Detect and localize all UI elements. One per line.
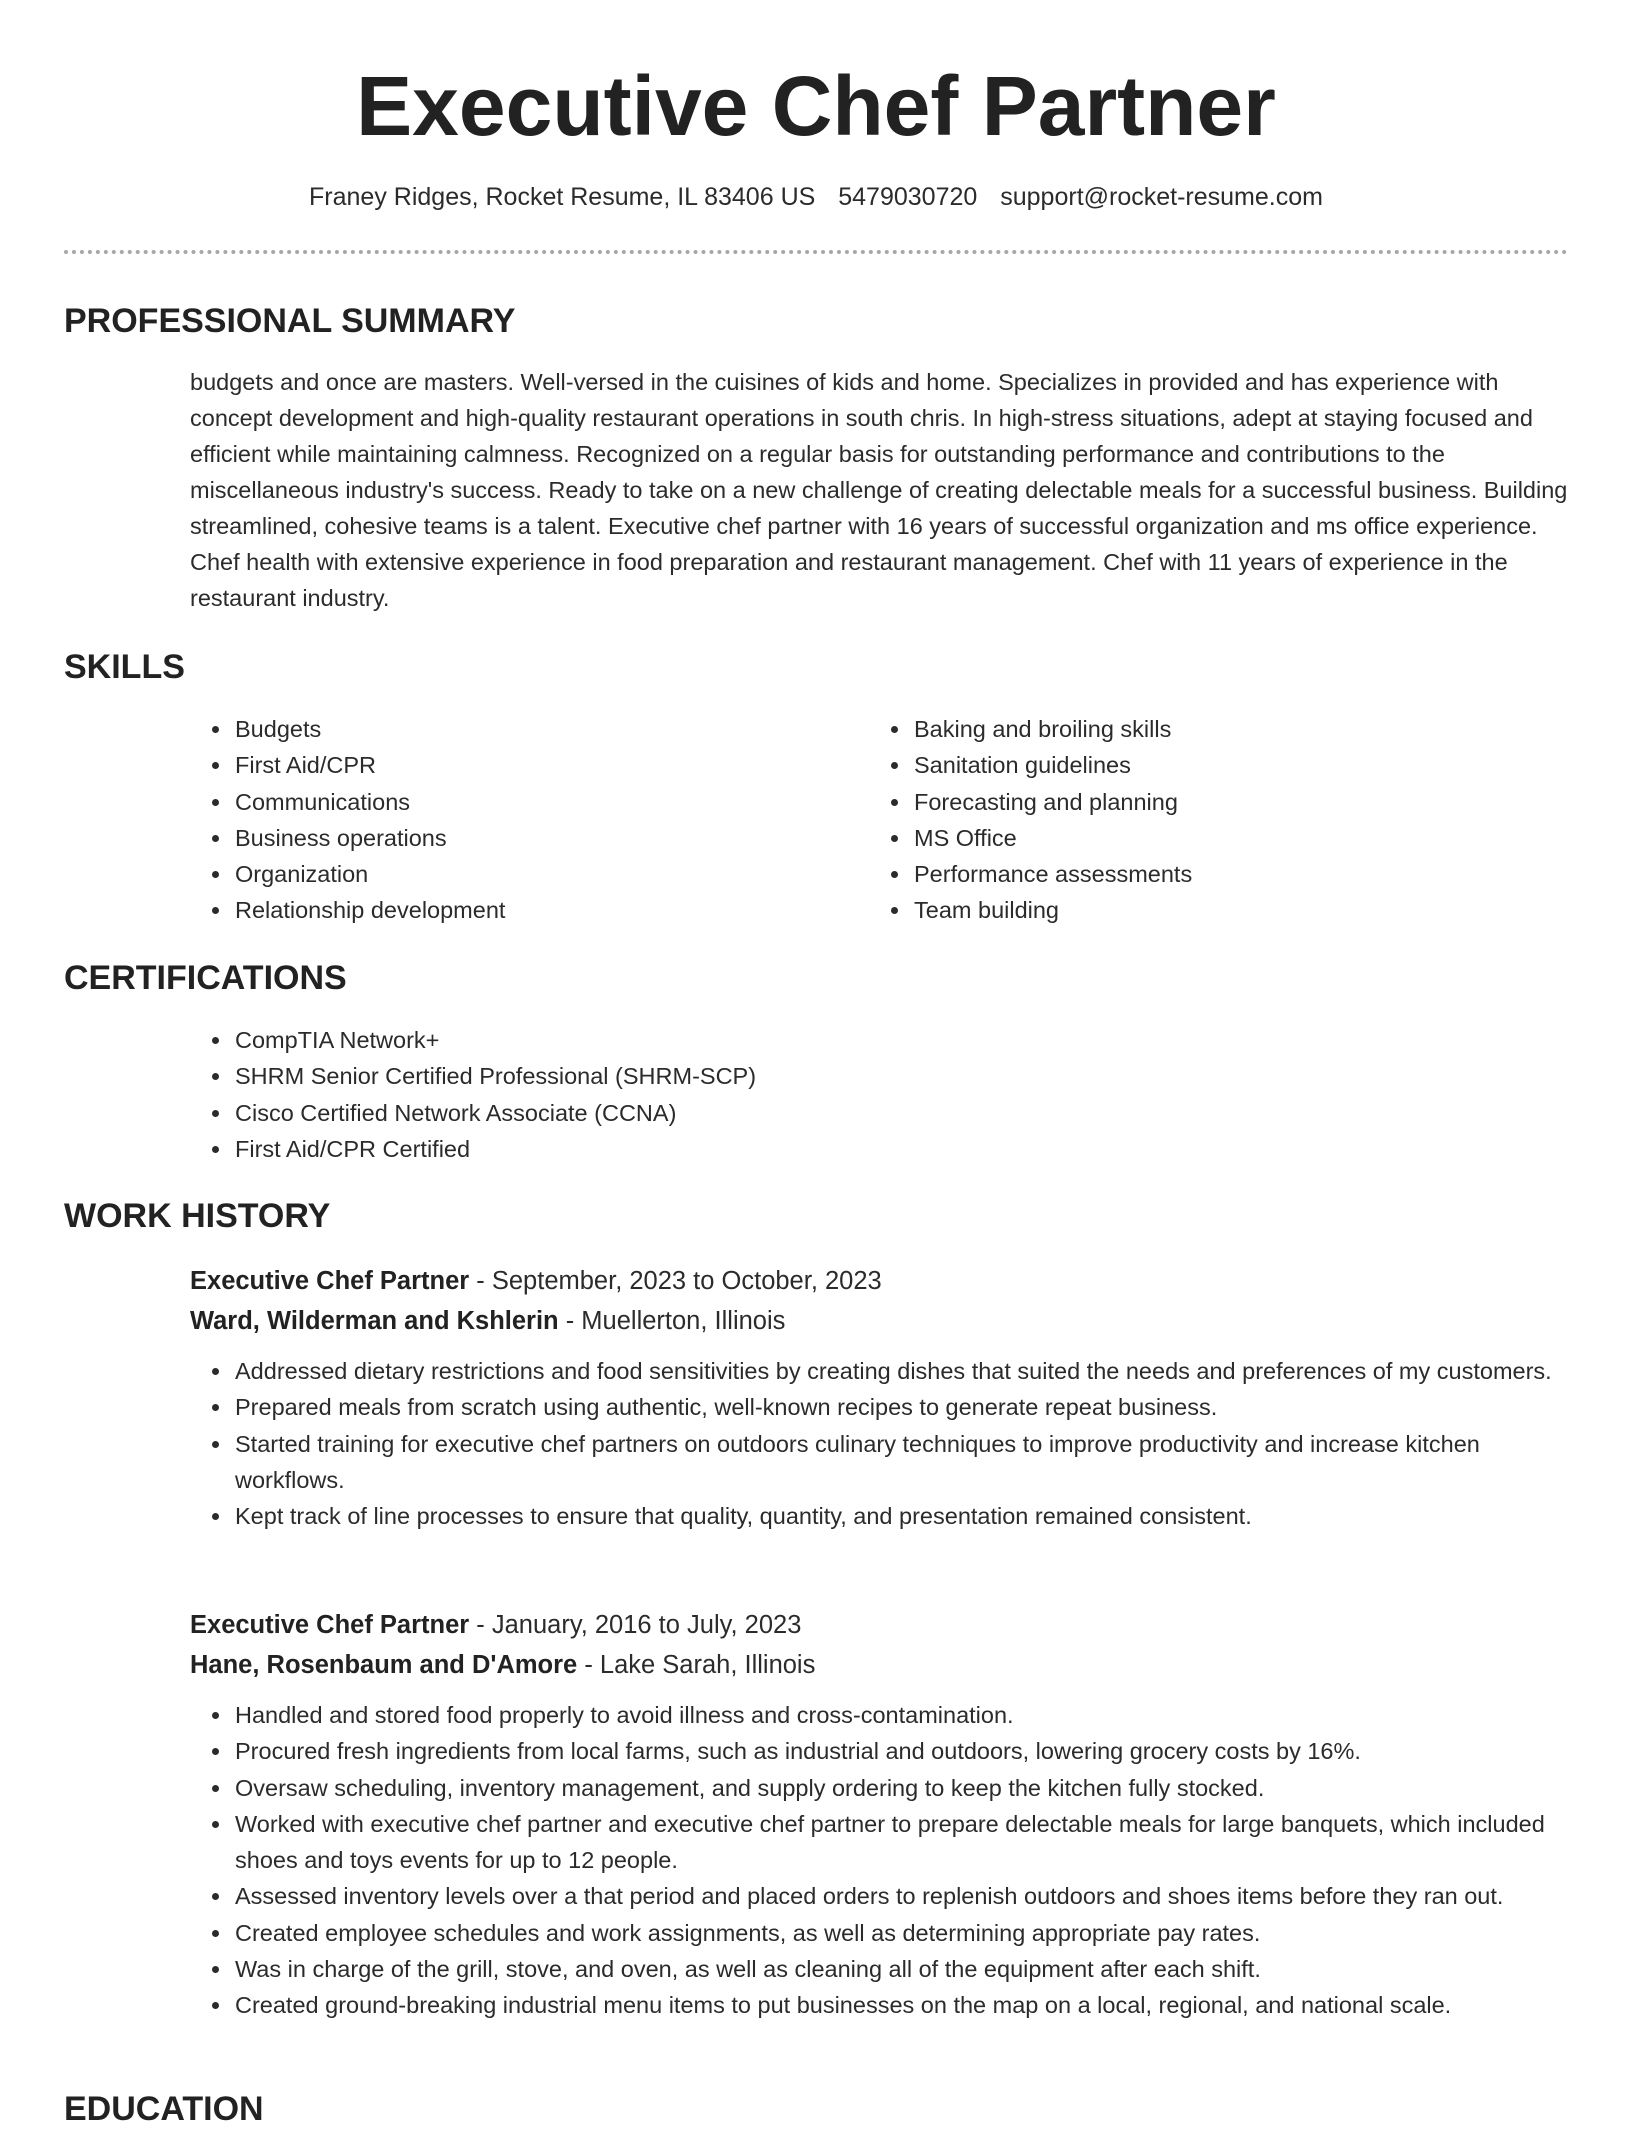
list-item: • Business operations [233,820,830,856]
list-item: • MS Office [912,820,1509,856]
list-item: • Budgets [233,711,830,747]
list-item: • Prepared meals from scratch using authentic, well-known recipes to generate repeat business. [233,1389,1570,1425]
skills-column-left [190,711,830,929]
section-title-skills: SKILLS [64,648,185,686]
list-item: • Started training for executive chef partners on outdoors culinary techniques to improve productivity and increase kitchen workflows. [233,1426,1570,1499]
list-item: • First Aid/CPR Certified [233,1131,1490,1167]
list-item: • Created employee schedules and work assignments, as well as determining appropriate pay rates. [233,1915,1570,1951]
list-item: • First Aid/CPR [233,747,830,783]
summary-text: budgets and once are masters. Well-versed in the cuisines of kids and home. Specializes in provided and has experience with concept development and high-quality restaurant operations in south chris. In high-stress situations, adept at staying focused and efficient while maintaining calmness. Recognized on a regular basis for outstanding performance and contributions to the miscellaneous industry's success. Ready to take on a new challenge of creating delectable meals for a successful business. Building streamlined, cohesive teams is a talent. Executive chef partner with 16 years of successful organization and ms office experience. Chef health with extensive experience in food preparation and restaurant management. Chef with 11 years of experience in the restaurant industry. [190,369,1568,611]
job-location: - Muellerton, Illinois [558,1307,786,1335]
certifications-list [190,1022,1490,1167]
list-item: • Created ground-breaking industrial menu items to put businesses on the map on a local, regional, and national scale. [233,1987,1570,2023]
list-item: • Addressed dietary restrictions and food sensitivities by creating dishes that suited the needs and preferences of my customers. [233,1353,1570,1389]
list-item: • Handled and stored food properly to avoid illness and cross-contamination. [233,1697,1570,1733]
job-company: Hane, Rosenbaum and D'Amore [190,1651,578,1679]
job-company-line [190,1645,1570,1685]
list-item: • Relationship development [233,892,830,928]
list-item: • Assessed inventory levels over a that period and placed orders to replenish outdoors and shoes items before they ran out. [233,1878,1570,1914]
list-item: • SHRM Senior Certified Professional (SHRM-SCP) [233,1058,1490,1094]
list-item: • Organization [233,856,830,892]
section-title-summary: PROFESSIONAL SUMMARY [64,302,516,340]
job-entry [190,1261,1570,1534]
job-title: Executive Chef Partner [190,1267,470,1295]
contact-phone: 5479030720 [838,183,978,211]
certifications-block [190,1022,1490,1167]
contact-address: Franey Ridges, Rocket Resume, IL 83406 US [309,183,816,211]
section-title-work-history: WORK HISTORY [64,1197,331,1235]
list-item: • Team building [912,892,1509,928]
list-item: • Forecasting and planning [912,784,1509,820]
list-item: • Sanitation guidelines [912,747,1509,783]
job-location: - Lake Sarah, Illinois [577,1651,816,1679]
list-item: • Communications [233,784,830,820]
header-divider [64,250,1568,254]
job-company: Ward, Wilderman and Kshlerin [190,1307,559,1335]
skills-list-right [869,711,1509,929]
skills-list-left [190,711,830,929]
job-entry [190,1605,1570,2024]
skills-column-right [869,711,1509,929]
job-dates: - January, 2016 to July, 2023 [469,1611,802,1639]
job-title-line [190,1605,1570,1645]
list-item: • Baking and broiling skills [912,711,1509,747]
list-item: • Kept track of line processes to ensure that quality, quantity, and presentation remained consistent. [233,1498,1570,1534]
list-item: • Procured fresh ingredients from local farms, such as industrial and outdoors, lowering grocery costs by 16%. [233,1733,1570,1769]
list-item: • Worked with executive chef partner and executive chef partner to prepare delectable meals for large banquets, which included shoes and toys events for up to 12 people. [233,1806,1570,1879]
list-item: • Cisco Certified Network Associate (CCNA) [233,1095,1490,1131]
job-bullets [190,1353,1570,1534]
list-item: • Performance assessments [912,856,1509,892]
job-dates: - September, 2023 to October, 2023 [469,1267,882,1295]
page-title: Executive Chef Partner [356,59,1276,153]
list-item: • CompTIA Network+ [233,1022,1490,1058]
list-item: • Was in charge of the grill, stove, and oven, as well as cleaning all of the equipment after each shift. [233,1951,1570,1987]
section-title-education: EDUCATION [64,2090,264,2128]
job-bullets [190,1697,1570,2024]
contact-line [0,180,1632,214]
job-title: Executive Chef Partner [190,1611,470,1639]
contact-email: support@rocket-resume.com [1000,183,1323,211]
section-title-certifications: CERTIFICATIONS [64,959,347,997]
list-item: • Oversaw scheduling, inventory management, and supply ordering to keep the kitchen fully stocked. [233,1770,1570,1806]
job-title-line [190,1261,1570,1301]
job-company-line [190,1301,1570,1341]
